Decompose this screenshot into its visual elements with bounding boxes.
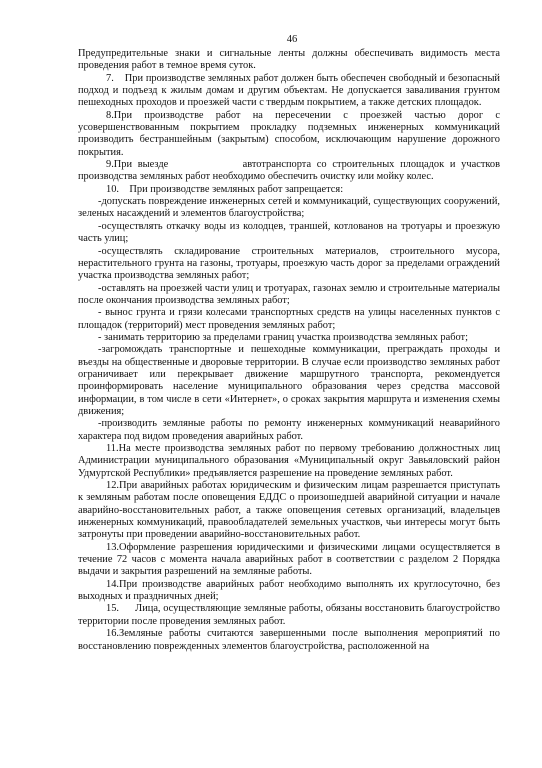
prohibition-item: - вынос грунта и грязи колесами транспортных средств на улицы населенных пунктов с площадок (территорий) мест проведения земляных работ; bbox=[78, 307, 500, 331]
prohibition-item: - занимать территорию за пределами границ участка производства земляных работ; bbox=[98, 331, 468, 343]
paragraph-13: 13.Оформление разрешения юридическими и физическими лицами осуществляется в течение 72 часов с момента начала аварийных работ в соответствии с разделом 2 Порядка выдачи и закрытия разрешений на земляные работы. bbox=[78, 541, 500, 578]
prohibition-item: -оставлять на проезжей части улиц и тротуарах, газонах землю и строительные материалы после окончания производства земляных работ; bbox=[78, 282, 500, 306]
paragraph-warning-signs: Предупредительные знаки и сигнальные ленты должны обеспечивать видимость места проведения работ в темное время суток. bbox=[78, 48, 500, 72]
paragraph-11: 11.На месте производства земляных работ по первому требованию должностных лиц Администрации муниципального образования «Муниципальный округ Завьяловский район Удмуртской Республики» предъявляется разрешение на проведение земляных работ. bbox=[78, 443, 500, 479]
page-number: 46 bbox=[286, 34, 298, 45]
paragraph-14: 14.При производстве аварийных работ необходимо выполнять их круглосуточно, без выходных и праздничных дней; bbox=[78, 578, 500, 603]
paragraph-15: 15. Лица, осуществляющие земляные работы, обязаны восстановить благоустройство территории после проведения земляных работ. bbox=[78, 603, 500, 627]
paragraph-8: 8.При производстве работ на пересечении с проезжей частью дорог с усовершенствованным покрытием прокладку подземных инженерных коммуникаций производить бестраншейным (закрытым) способом, исключающим нарушение дорожного покрытия. bbox=[78, 109, 500, 158]
prohibition-item: -допускать повреждение инженерных сетей и коммуникаций, существующих сооружений, зеленых насаждений и элементов благоустройства; bbox=[78, 196, 500, 220]
prohibition-item: -загромождать транспортные и пешеходные коммуникации, преграждать проходы и въезды на общественные и дворовые территории. В случае если производство земляных работ ограничивает или перекрывает движение маршрутного транспорта, рекомендуется проинформировать население муниципального образования через средства массовой информации, в том числе в сети «Интернет», о сроках закрытия маршрута и изменения схемы движения; bbox=[78, 344, 500, 417]
body-text bbox=[78, 48, 500, 653]
paragraph-9: 9.При выезде автотранспорта со строительных площадок и участков производства земляных работ необходимо обеспечить очистку или мойку колес. bbox=[78, 159, 500, 183]
paragraph-12: 12.При аварийных работах юридическим и физическим лицам разрешается приступать к земляным работам после оповещения ЕДДС о произошедшей аварийной ситуации и начале аварийно-восстановительных работ, а также оповещения сетевых организаций, владельцев инженерных коммуникаций, правообладателей земельных участков, чьи интересы могут быть затронуты при проведении аварийно-восстановительных работ. bbox=[78, 480, 500, 541]
paragraph-7: 7. При производстве земляных работ должен быть обеспечен свободный и безопасный подход и подъезд к жилым домам и другим объектам. Не допускается заваливания грунтом пешеходных проходов и проезжей части с твердым покрытием, а также детских площадок. bbox=[78, 72, 500, 109]
prohibition-item: -осуществлять откачку воды из колодцев, траншей, котлованов на тротуары и проезжую часть улиц; bbox=[78, 220, 500, 245]
paragraph-10: 10. При производстве земляных работ запрещается: bbox=[106, 183, 344, 195]
prohibition-item: -производить земляные работы по ремонту инженерных коммуникаций неаварийного характера под видом проведения аварийных работ. bbox=[78, 418, 500, 442]
paragraph-16: 16.Земляные работы считаются завершенными после выполнения мероприятий по восстановлению поврежденных элементов благоустройства, расположенной на bbox=[78, 628, 500, 652]
prohibition-item: -осуществлять складирование строительных материалов, строительного мусора, нерастительного грунта на газоны, тротуары, проезжую часть дорог за пределами ограждений участка производства земляных работ; bbox=[78, 245, 500, 282]
